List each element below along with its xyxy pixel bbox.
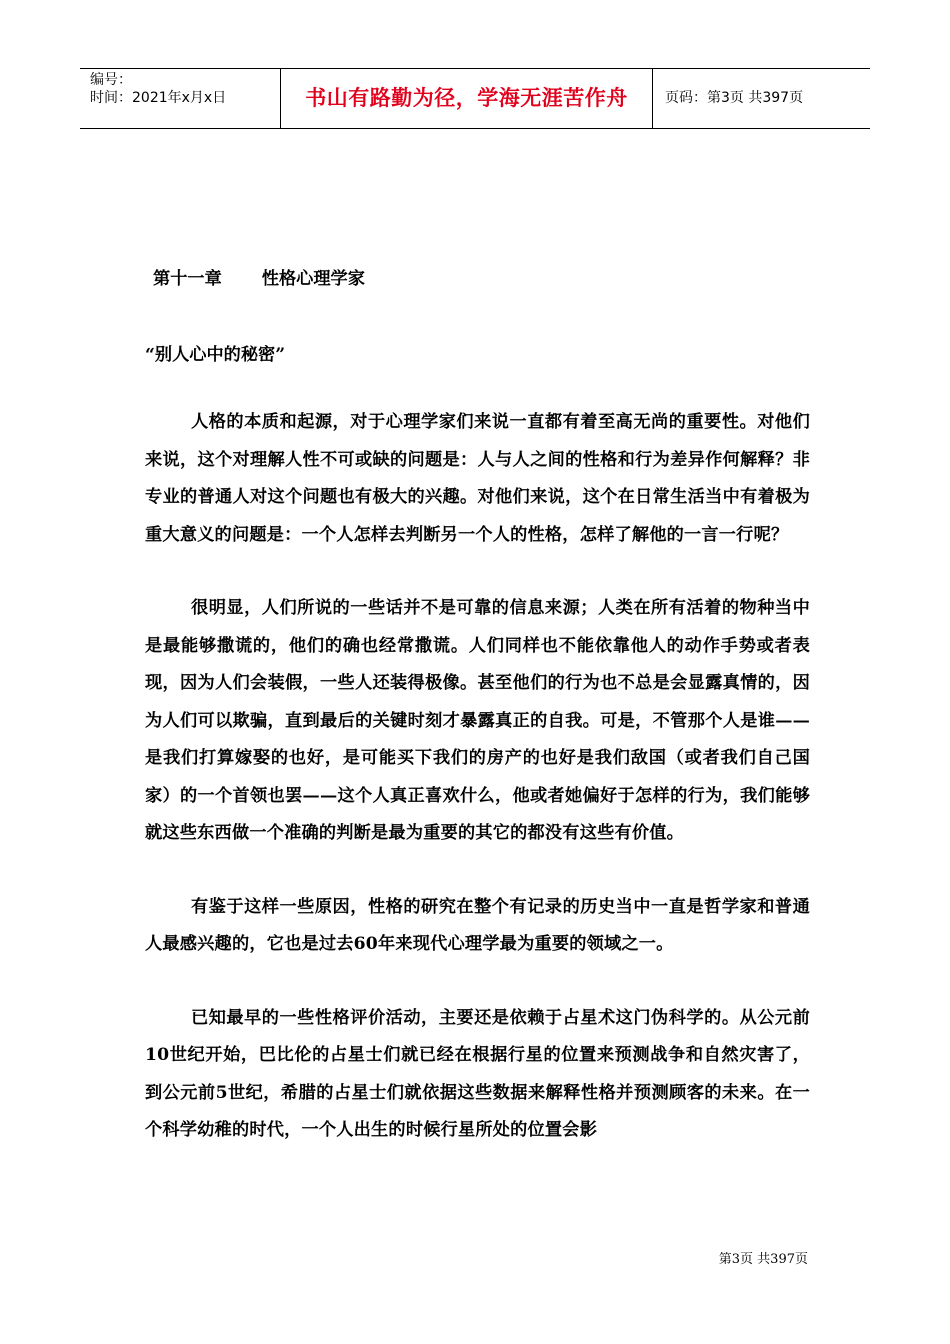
section-title: “别人心中的秘密”: [145, 345, 286, 365]
paragraph: 人格的本质和起源，对于心理学家们来说一直都有着至高无尚的重要性。对他们来说，这个对理解人性不可或缺的问题是：人与人之间的性格和行为差异作何解释？非专业的普通人对这个问题也有极大的兴趣。对他们来说，这个在日常生活当中有着极为重大意义的问题是：一个人怎样去判断另一个人的性格，怎样了解他的一言一行呢？: [145, 412, 810, 545]
chapter-title: 性格心理学家: [261, 269, 365, 289]
paragraph: 有鉴于这样一些原因，性格的研究在整个有记录的历史当中一直是哲学家和普通人最感兴趣的，它也是过去60年来现代心理学最为重要的领域之一。: [145, 896, 810, 954]
header-page-info: 页码：第3页 共397页: [665, 90, 804, 106]
paragraph: 已知最早的一些性格评价活动，主要还是依赖于占星术这门伪科学的。从公元前10世纪开始，巴比伦的占星士们就已经在根据行星的位置来预测战争和自然灾害了，到公元前5世纪，希腊的占星士们就依据这些数据来解释性格并预测顾客的未来。在一个科学幼稚的时代，一个人出生的时候行星所处的位置会影: [145, 1007, 810, 1140]
header-motto: 书山有路勤为径，学海无涯苦作舟: [281, 69, 653, 128]
number-label: 编号：: [90, 72, 132, 88]
time-label: 时间：2021年x月x日: [90, 90, 227, 106]
document-header: [80, 68, 870, 129]
header-meta-cell: [80, 69, 281, 128]
chapter-heading: [145, 262, 810, 296]
chapter-number: 第十一章: [153, 269, 222, 289]
page-footer: 第3页 共397页: [718, 1252, 808, 1267]
document-body: [145, 262, 810, 1150]
paragraph: 很明显，人们所说的一些话并不是可靠的信息来源；人类在所有活着的物种当中是最能够撒谎的，他们的确也经常撒谎。人们同样也不能依靠他人的动作手势或者表现，因为人们会装假，一些人还装得极像。甚至他们的行为也不总是会显露真情的，因为人们可以欺骗，直到最后的关键时刻才暴露真正的自我。可是，不管那个人是谁——是我们打算嫁娶的也好，是可能买下我们的房产的也好是我们敌国（或者我们自己国家）的一个首领也罢——这个人真正喜欢什么，他或者她偏好于怎样的行为，我们能够就这些东西做一个准确的判断是最为重要的其它的都没有这些有价值。: [145, 598, 810, 843]
